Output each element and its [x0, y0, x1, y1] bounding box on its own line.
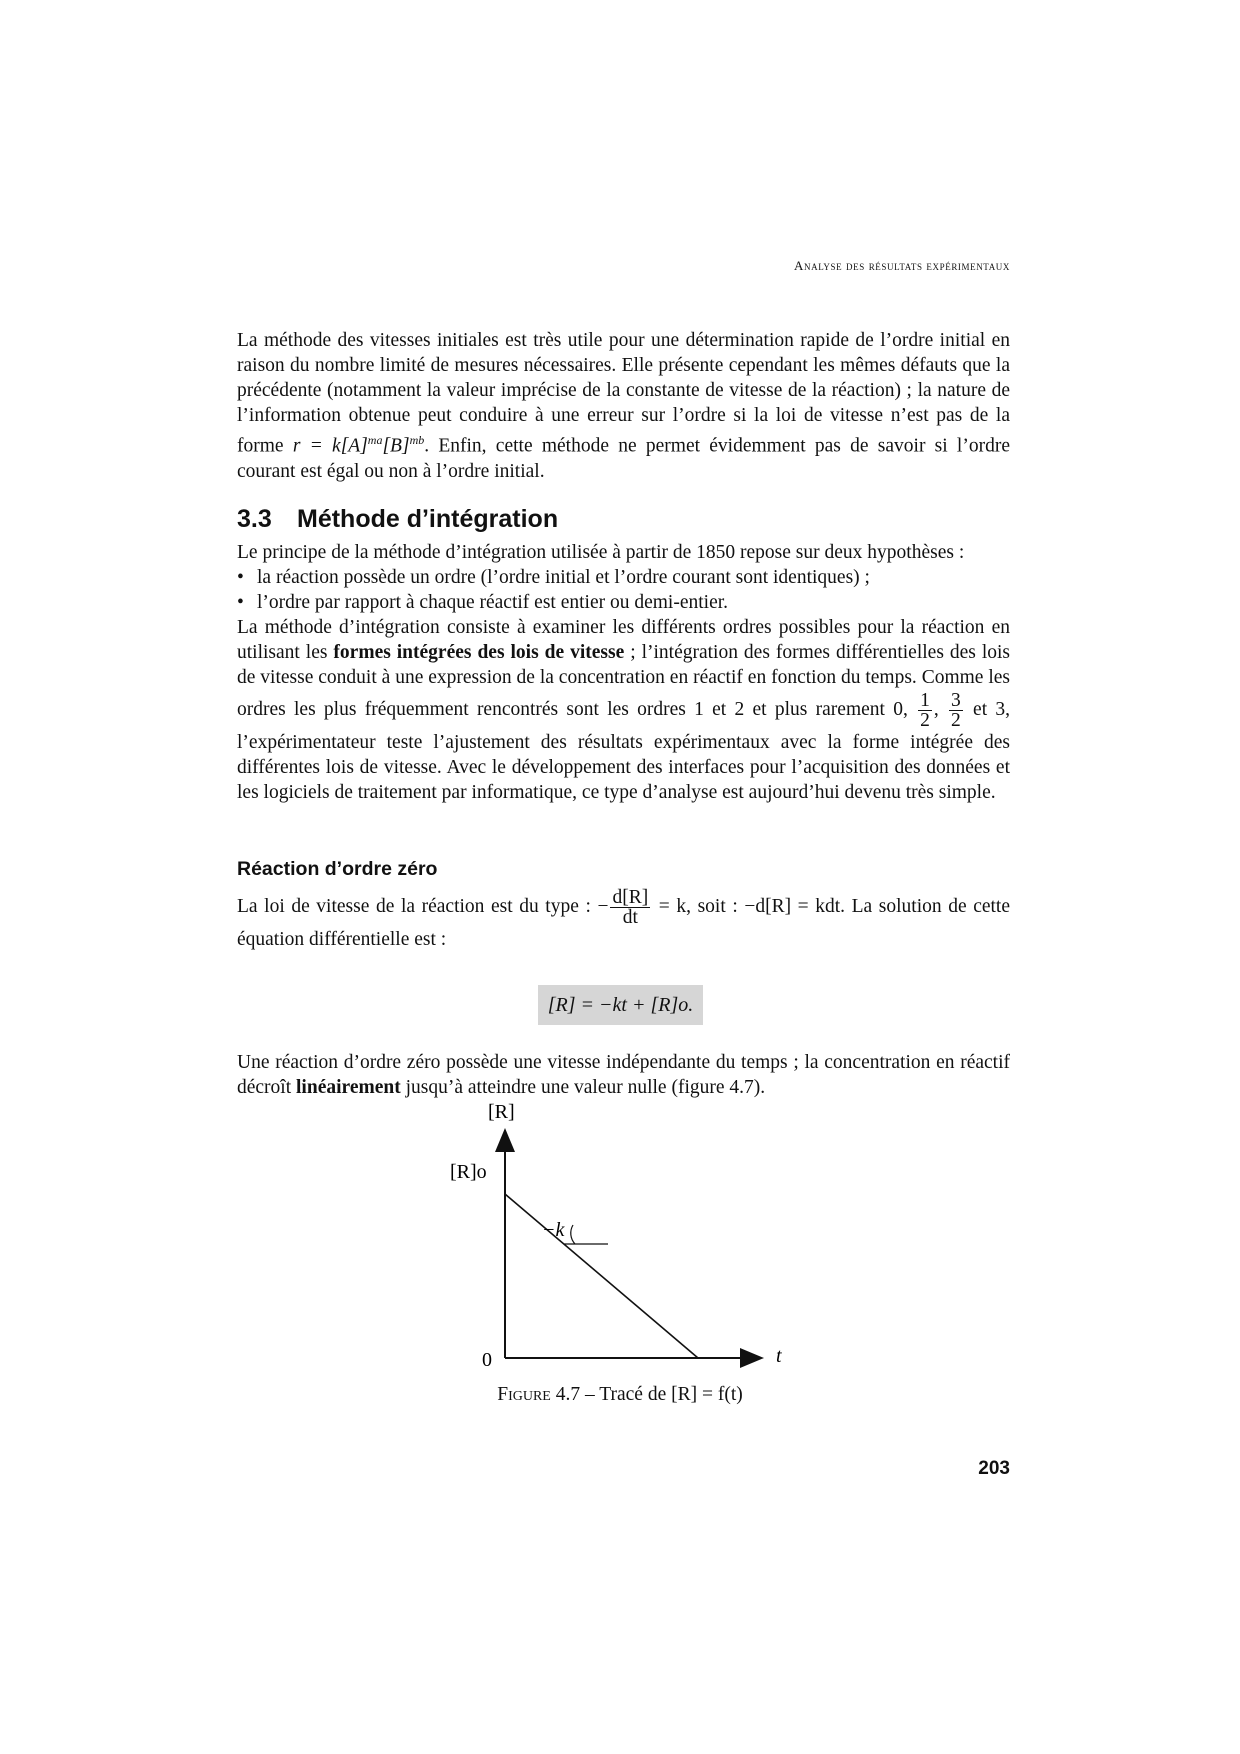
- page-number: 203: [978, 1458, 1010, 1479]
- figure-caption: [440, 1384, 800, 1406]
- frac1-num: 1: [920, 689, 930, 711]
- paragraph-initial-rates: [237, 328, 1010, 484]
- exponent-ma: ma: [367, 433, 383, 447]
- equation-text: [R] = −kt + [R]o.: [547, 994, 694, 1016]
- para2-bold: formes intégrées des lois de vitesse: [333, 642, 625, 664]
- para3-text-a: La loi de vitesse de la réaction est du type : −: [237, 895, 609, 917]
- rate-law-formula-b: [B]: [382, 435, 410, 457]
- bullet-text-1: la réaction possède un ordre (l’ordre initial et l’ordre courant sont identiques) ;: [257, 567, 870, 588]
- subsection-heading: Réaction d’ordre zéro: [237, 858, 438, 880]
- origin-label: 0: [482, 1349, 492, 1371]
- para4-text-a: Une réaction d’ordre zéro possède une vitesse indépendante du temps ; la concentration en réactif décroît: [237, 1052, 1010, 1098]
- boxed-equation: [538, 985, 703, 1025]
- section-heading: [237, 505, 558, 534]
- para2-text-c: et 3, l’expérimentateur teste l’ajustement des résultats expérimentaux avec la forme intégrée des différentes lois de vitesse. Avec le développement des interfaces pour l’acquisition des données et les logiciels de traitement par informatique, ce type d’analyse est aujourd’hui devenu très simple.: [237, 698, 1011, 804]
- section-number: 3.3: [237, 505, 272, 533]
- bullet-icon: •: [237, 567, 244, 588]
- bullet-item: [237, 565, 1010, 590]
- para2-text-b: ; l’intégration des formes différentielles des lois de vitesse conduit à une expression de la concentration en réactif en fonction du temps. Comme les ordres les plus fréquemment rencontrés sont les ordres 1 et 2 et plus rarement 0,: [237, 642, 1010, 720]
- frac1-den: 2: [920, 709, 930, 731]
- para3-text-b: = k, soit : −d[R] = kdt. La solution de cette équation différentielle est :: [237, 895, 1010, 950]
- exponent-mb: mb: [409, 433, 425, 447]
- para1-text-a: La méthode des vitesses initiales est très utile pour une détermination rapide de l’ordre initial en raison du nombre limité de mesures nécessaires. Elle présente cependant les mêmes défauts que la précédente (notamment la valeur imprécise de la constante de vitesse de la réaction) ; la nature de l’information obtenue peut conduire à une erreur sur l’ordre si la loi de vitesse n’est pas de la forme: [237, 330, 1010, 457]
- caption-text: – Tracé de [R] = f(t): [580, 1384, 743, 1405]
- rate-law-formula: r = k[A]: [292, 435, 368, 457]
- running-head: Analyse des résultats expérimentaux: [794, 258, 1010, 273]
- figure-zero-order-plot: [430, 1100, 810, 1380]
- frac-rate-den: dt: [622, 907, 638, 928]
- fraction-rate: [610, 888, 650, 927]
- bullet-text-2: l’ordre par rapport à chaque réactif est entier ou demi-entier.: [257, 592, 729, 613]
- frac2-num: 3: [951, 689, 961, 711]
- paragraph-zero-order-behavior: [237, 1050, 1010, 1100]
- section-title: Méthode d’intégration: [297, 505, 559, 533]
- fraction-three-halves: [949, 691, 963, 730]
- y-intercept-label: [R]o: [450, 1161, 487, 1183]
- para2-intro: Le principe de la méthode d’intégration utilisée à partir de 1850 repose sur deux hypothèses :: [237, 542, 965, 563]
- para1-text-b: . Enfin, cette méthode ne permet évidemment pas de savoir si l’ordre courant est égal ou non à l’ordre initial.: [237, 435, 1010, 482]
- concentration-line: [505, 1194, 698, 1358]
- frac-rate-num: d[R]: [612, 887, 649, 908]
- para4-text-b: jusqu’à atteindre une valeur nulle (figure 4.7).: [400, 1077, 766, 1098]
- x-axis-label: t: [776, 1345, 782, 1367]
- para4-bold: linéairement: [296, 1077, 401, 1098]
- paragraph-zero-order-law: [237, 888, 1010, 952]
- y-axis-label: [R]: [488, 1101, 515, 1123]
- slope-label: −k: [542, 1219, 565, 1241]
- slope-angle-arc: [571, 1225, 575, 1244]
- caption-prefix: Figure 4.7: [497, 1384, 581, 1405]
- fraction-half: [918, 691, 932, 730]
- paragraph-integration-method: Le principe de la méthode d’intégration utilisée à partir de 1850 repose sur deux hypothèses : • la réaction possède un ordre (l’ordre initial et l’ordre courant sont identiques) ; • l’ordre par rapport à chaque réactif est entier ou demi-entier. La méthode d’intégration consiste à examiner les différents ordres possibles pour la réaction en utilisant les formes intégrées des lois de vitesse ; l’intégration des formes différentielles des lois de vitesse conduit à une expression de la concentration en réactif en fonction du temps. Comme les ordres les plus fréquemment rencontrés sont les ordres 1 et 2 et plus rarement 0, $\frac{1}{2}$ , $\frac{3}{2}$ et 3, l’expérimentateur teste l’ajustement des résultats expérimentaux avec la forme intégrée des différentes lois de vitesse. Avec le développement des interfaces pour l’acquisition des données et les logiciels de traitement par informatique, ce type d’analyse est aujourd’hui devenu très simple.: [237, 542, 1011, 804]
- bullet-icon: •: [237, 592, 244, 613]
- frac2-den: 2: [951, 709, 961, 731]
- bullet-item: [237, 590, 1010, 615]
- para2-text-a: La méthode d’intégration consiste à examiner les différents ordres possibles pour la réaction en utilisant les: [237, 617, 1010, 664]
